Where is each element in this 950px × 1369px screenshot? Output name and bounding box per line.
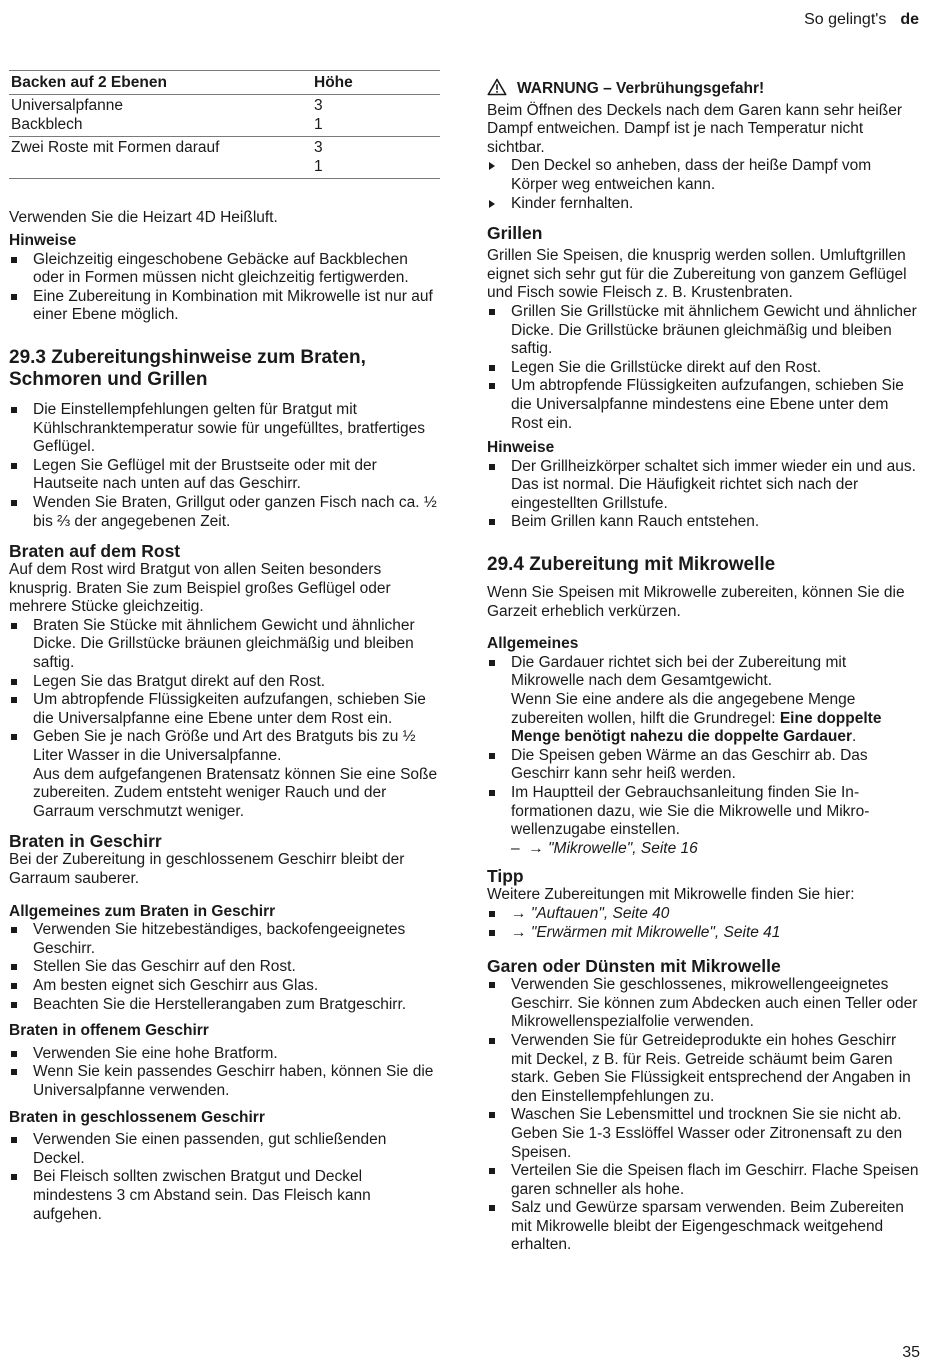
list-item: Die Einstellempfehlungen gelten für Bratgut mit Kühlschranktemperatur sowie für ungefülltes, bratfertiges Geflügel. — [9, 401, 441, 457]
warning-text: Beim Öffnen des Deckels nach dem Garen kann sehr heißer Dampf entweichen. Dampf ist je nach Temperatur nicht sichtbar. — [487, 101, 902, 156]
list-item: Legen Sie das Bratgut direkt auf den Rost. — [9, 673, 441, 692]
list-item-text: Im Hauptteil der Gebrauchsanleitung finden Sie Informationen dazu, wie Sie die Mikrowelle und Mikrowellenzugabe einstellen. — [511, 784, 870, 839]
page-number: 35 — [902, 1344, 920, 1361]
warning-actions-list — [487, 157, 919, 213]
cross-reference-text: "Auftauen", Seite 40 — [530, 904, 670, 922]
cell-line: 3 — [314, 139, 323, 157]
roasting-hints-list — [9, 401, 441, 531]
table-cell — [9, 95, 312, 137]
baking-levels-table — [9, 70, 440, 179]
list-item: Stellen Sie das Geschirr auf den Rost. — [9, 958, 441, 977]
list-item — [9, 728, 441, 821]
list-item: Verwenden Sie einen passenden, gut schließenden Deckel. — [9, 1131, 441, 1168]
cell-line: Universalpfanne — [11, 97, 124, 114]
table-header-row — [9, 71, 440, 95]
list-item: Die Speisen geben Wärme an das Geschirr ab. Das Geschirr kann sehr heiß werden. — [487, 747, 919, 784]
table-header-cell: Backen auf 2 Ebenen — [9, 71, 312, 95]
closed-cookware-list — [9, 1131, 441, 1224]
list-item: Verwenden Sie hitzebeständiges, backofengeeignetes Geschirr. — [9, 921, 441, 958]
list-item: Gleichzeitig eingeschobene Gebäcke auf Backblechen oder in Formen müssen nicht gleichzeitig fertigwerden. — [9, 251, 441, 288]
list-item: Verwenden Sie für Getreideprodukte ein hohes Geschirr mit Deckel, z B. für Reis. Getreide schäumt beim Garen stark. Geben Sie Flüssigkeit entsprechend der Angaben in den Einstellempfehlungen zu. — [487, 1032, 919, 1106]
header-section-title: So gelingt's — [804, 11, 887, 28]
cell-line: Backblech — [11, 115, 83, 133]
rule-emphasis: Eine doppelte Menge benötigt nahezu die doppelte Gardauer — [511, 709, 882, 746]
list-item-extra: Wenn Sie eine andere als die angegebene Menge zubereiten wollen, hilft die Grundregel: — [511, 691, 856, 727]
running-header — [804, 11, 919, 30]
list-item: Salz und Gewürze sparsam verwenden. Beim Zubereiten mit Mikrowelle bleibt der Eigengeschmack weitgehend erhalten. — [487, 1199, 919, 1255]
list-item: Um abtropfende Flüssigkeiten aufzufangen, schieben Sie die Universalpfanne mindestens eine Ebene unter dem Rost ein. — [487, 377, 919, 433]
list-item-extra: Aus dem aufgefangenen Bratensatz können Sie eine Soße zubereiten. Zudem entsteht weniger Rauch und der Garraum verschmutzt weniger. — [33, 765, 438, 820]
table-header-cell: Höhe — [312, 71, 440, 95]
subheading-open-cookware: Braten in offenem Geschirr — [9, 1022, 209, 1040]
section-heading-29-3: 29.3 Zubereitungshinweise zum Braten, Schmoren und Grillen — [9, 346, 366, 390]
list-item: Verwenden Sie geschlossenes, mikrowellengeeignetes Geschirr. Sie können zum Abdecken auch einen Teller oder Mikrowellenspezialfolie verwenden. — [487, 976, 919, 1032]
list-item: Beim Grillen kann Rauch entstehen. — [487, 513, 919, 532]
table-cell — [312, 95, 440, 137]
list-item: Legen Sie Geflügel mit der Brustseite oder mit der Hautseite nach unten auf das Geschirr. — [9, 457, 441, 494]
subheading-closed-cookware: Braten in geschlossenem Geschirr — [9, 1108, 265, 1126]
list-item: Kinder fernhalten. — [487, 195, 919, 214]
right-column — [487, 70, 919, 1255]
cell-line: Zwei Roste mit Formen darauf — [11, 139, 220, 157]
list-item: Eine Zubereitung in Kombination mit Mikrowelle ist nur auf einer Ebene möglich. — [9, 288, 441, 325]
general-cookware-list — [9, 921, 441, 1014]
list-item: Beachten Sie die Herstellerangaben zum Bratgeschirr. — [9, 996, 441, 1015]
section-heading-29-4: 29.4 Zubereitung mit Mikrowelle — [487, 554, 776, 576]
list-item: Den Deckel so anheben, dass der heiße Dampf vom Körper weg entweichen kann. — [487, 157, 919, 194]
grilling-list — [487, 303, 919, 433]
table-cell — [312, 137, 440, 179]
table-cell — [9, 137, 312, 179]
table-row — [9, 95, 440, 137]
list-item: Bei Fleisch sollten zwischen Bratgut und Deckel mindestens 3 cm Abstand sein. Das Fleisch kann aufgehen. — [9, 1168, 441, 1224]
cell-line: 1 — [314, 115, 323, 133]
notes-heading: Hinweise — [487, 439, 555, 457]
cross-reference-text: "Erwärmen mit Mikrowelle", Seite 41 — [530, 923, 781, 941]
cross-reference[interactable]: – → "Mikrowelle", Seite 16 — [511, 839, 698, 857]
list-item: Verwenden Sie eine hohe Bratform. — [9, 1045, 441, 1064]
table-row — [9, 137, 440, 179]
list-item — [487, 654, 919, 747]
tip-references-list — [487, 905, 919, 942]
list-item: Waschen Sie Lebensmittel und trocknen Sie sie nicht ab. Geben Sie 1-3 Esslöffel Wasser oder Zitronensaft zu den Speisen. — [487, 1106, 919, 1162]
list-item-text: Geben Sie je nach Größe und Art des Bratguts bis zu ½ Liter Wasser in die Universalpfanne. — [33, 728, 416, 765]
warning-heading — [487, 78, 919, 102]
cross-reference[interactable] — [487, 905, 919, 924]
warning-title: WARNUNG – Verbrühungsgefahr! — [517, 80, 765, 97]
subheading-general: Allgemeines — [487, 635, 579, 653]
subheading-rack-roasting: Braten auf dem Rost — [9, 541, 181, 562]
arrow-right-icon: → — [511, 923, 527, 941]
microwave-cooking-list — [487, 976, 919, 1255]
heating-mode-text: Verwenden Sie die Heizart 4D Heißluft. — [9, 209, 278, 227]
list-item: Wenn Sie kein passendes Geschirr haben, können Sie die Universalpfanne verwenden. — [9, 1063, 441, 1100]
list-item-text: Die Gardauer richtet sich bei der Zubereitung mit Mikrowelle nach dem Gesamtgewicht. — [511, 653, 847, 690]
list-item: Legen Sie die Grillstücke direkt auf den Rost. — [487, 359, 919, 378]
list-item: Braten Sie Stücke mit ähnlichem Gewicht und ähnlicher Dicke. Die Grillstücke bräunen gleichmäßig und bleiben saftig. — [9, 617, 441, 673]
notes-heading: Hinweise — [9, 231, 77, 249]
paragraph: Auf dem Rost wird Bratgut von allen Seiten besonders knusprig. Braten Sie zum Beispiel großes Geflügel oder mehrere Stücke gleichzeitig. — [9, 561, 391, 616]
list-item — [487, 784, 919, 858]
arrow-right-icon: → — [511, 904, 527, 922]
subheading-grilling: Grillen — [487, 223, 543, 244]
notes-list — [9, 251, 441, 325]
list-item: Wenden Sie Braten, Grillgut oder ganzen Fisch nach ca. ½ bis ⅔ der angegebenen Zeit. — [9, 494, 441, 531]
open-cookware-list — [9, 1045, 441, 1101]
microwave-general-list — [487, 654, 919, 859]
list-item: Der Grillheizkörper schaltet sich immer wieder ein und aus. Das ist normal. Die Häufigkeit richtet sich nach der eingestellten Grillstufe. — [487, 458, 919, 514]
header-language: de — [900, 11, 919, 28]
punctuation: . — [852, 728, 857, 746]
cross-reference[interactable] — [487, 924, 919, 943]
subheading-general-cookware: Allgemeines zum Braten in Geschirr — [9, 902, 276, 920]
list-item: Verteilen Sie die Speisen flach im Geschirr. Flache Speisen garen schneller als hohe. — [487, 1162, 919, 1199]
paragraph: Wenn Sie Speisen mit Mikrowelle zubereiten, können Sie die Garzeit erheblich verkürzen. — [487, 584, 905, 620]
paragraph: Bei der Zubereitung in geschlossenem Geschirr bleibt der Garraum sauberer. — [9, 851, 405, 887]
arrow-right-icon: → — [528, 839, 544, 857]
list-item: Am besten eignet sich Geschirr aus Glas. — [9, 977, 441, 996]
rack-roasting-list — [9, 617, 441, 822]
subheading-microwave-cooking: Garen oder Dünsten mit Mikrowelle — [487, 956, 781, 977]
cross-reference-text: "Mikrowelle", Seite 16 — [548, 839, 698, 857]
list-item: Grillen Sie Grillstücke mit ähnlichem Gewicht und ähnlicher Dicke. Die Grillstücke bräunen gleichmäßig und bleiben saftig. — [487, 303, 919, 359]
cell-line: 1 — [314, 157, 323, 175]
subheading-tip: Tipp — [487, 866, 524, 887]
paragraph: Weitere Zubereitungen mit Mikrowelle finden Sie hier: — [487, 886, 855, 904]
cell-line: 3 — [314, 97, 323, 114]
list-item: Um abtropfende Flüssigkeiten aufzufangen, schieben Sie die Universalpfanne eine Ebene unter dem Rost ein. — [9, 691, 441, 728]
paragraph: Grillen Sie Speisen, die knusprig werden sollen. Umluftgrillen eignet sich sehr gut für die Zubereitung von ganzem Geflügel und Fisch sowie Fleisch z. B. Krustenbraten. — [487, 247, 907, 302]
subheading-cookware-roasting: Braten in Geschirr — [9, 831, 162, 852]
warning-triangle-icon — [487, 78, 507, 102]
left-column — [9, 70, 441, 1224]
grilling-notes-list — [487, 458, 919, 532]
